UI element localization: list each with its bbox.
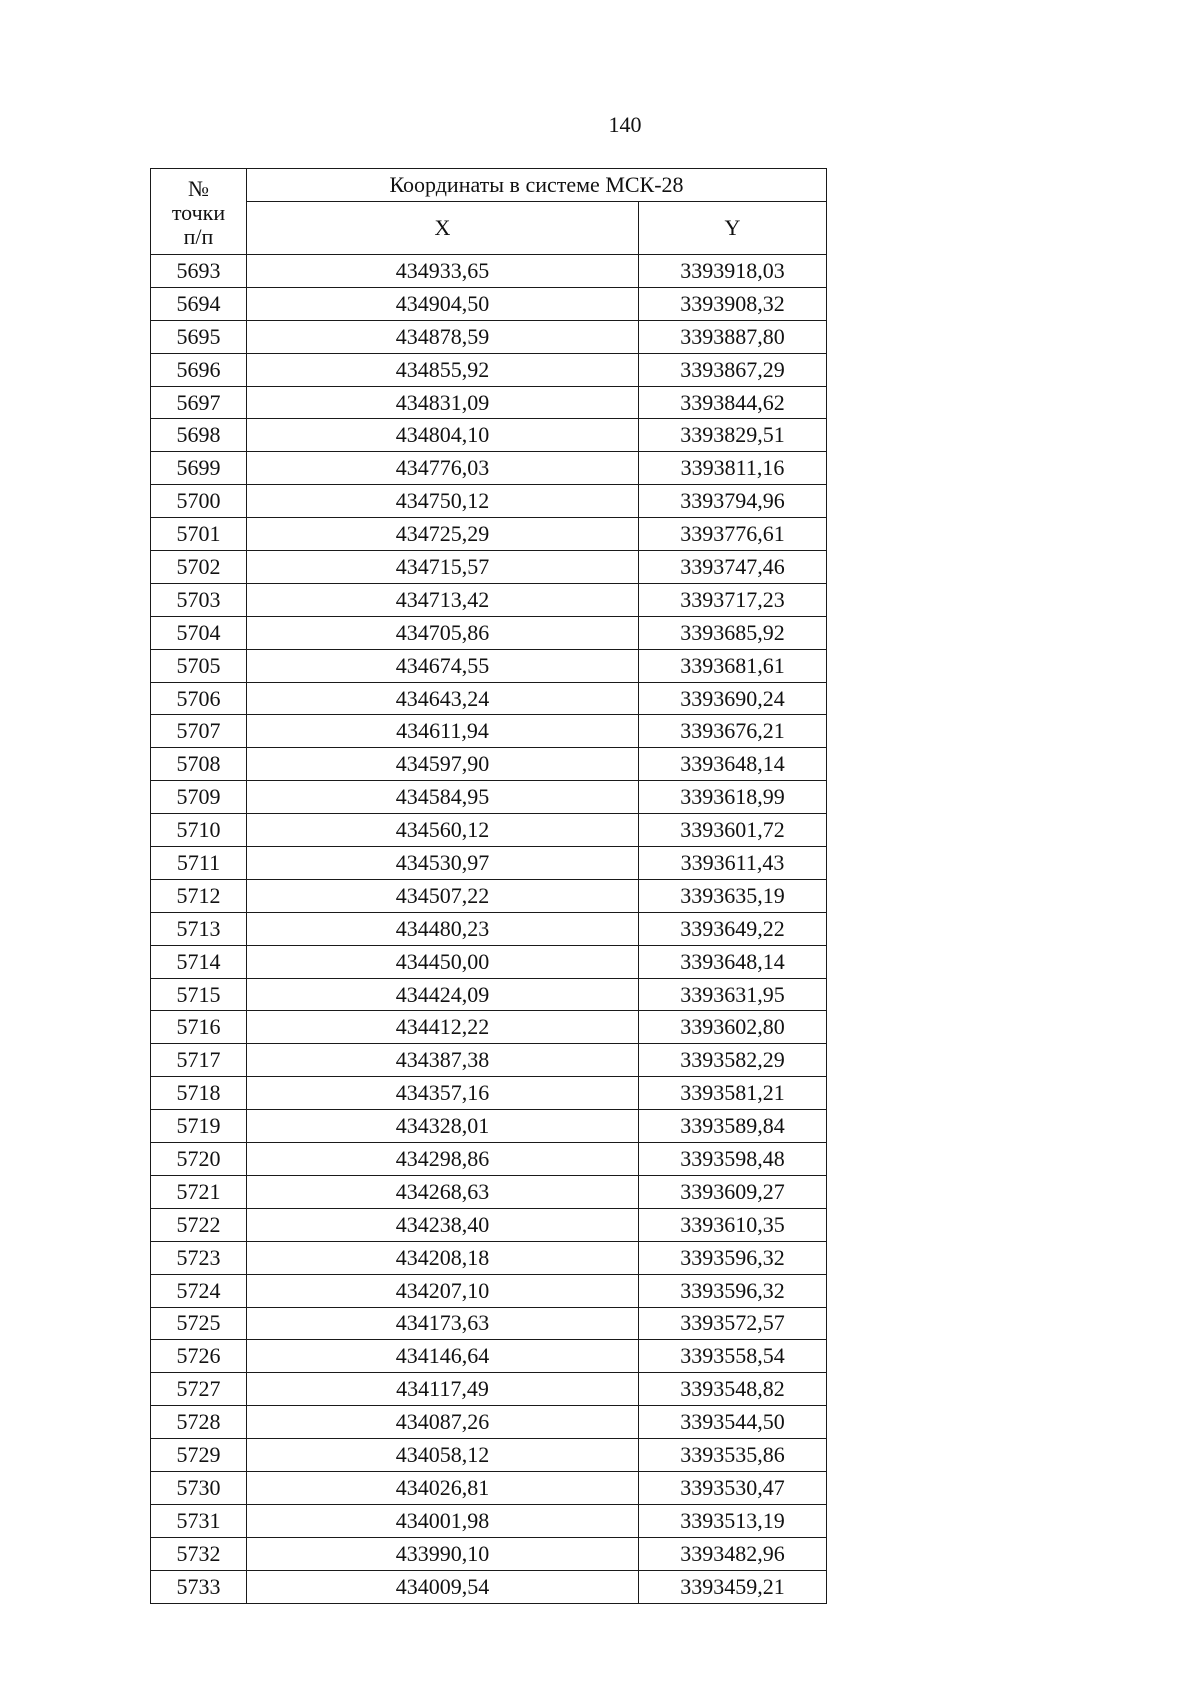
x-coordinate-cell: 434208,18 — [247, 1241, 639, 1274]
y-coordinate-cell: 3393776,61 — [639, 518, 827, 551]
table-row — [151, 1208, 827, 1241]
table-row — [151, 1340, 827, 1373]
y-column-header: Y — [639, 202, 827, 255]
point-number-cell: 5722 — [151, 1208, 247, 1241]
y-coordinate-cell: 3393581,21 — [639, 1077, 827, 1110]
point-number-cell: 5704 — [151, 616, 247, 649]
y-coordinate-cell: 3393482,96 — [639, 1537, 827, 1570]
point-number-cell: 5723 — [151, 1241, 247, 1274]
point-number-cell: 5705 — [151, 649, 247, 682]
x-coordinate-cell: 434643,24 — [247, 682, 639, 715]
point-number-cell: 5732 — [151, 1537, 247, 1570]
x-coordinate-cell: 434507,22 — [247, 879, 639, 912]
y-coordinate-cell: 3393602,80 — [639, 1011, 827, 1044]
y-coordinate-cell: 3393582,29 — [639, 1044, 827, 1077]
y-coordinate-cell: 3393648,14 — [639, 748, 827, 781]
table-row — [151, 1406, 827, 1439]
x-coordinate-cell: 434715,57 — [247, 551, 639, 584]
y-coordinate-cell: 3393908,32 — [639, 287, 827, 320]
y-coordinate-cell: 3393631,95 — [639, 978, 827, 1011]
x-coordinate-cell: 434357,16 — [247, 1077, 639, 1110]
table-row — [151, 386, 827, 419]
x-coordinate-cell: 434713,42 — [247, 583, 639, 616]
header-number-sign: № — [188, 175, 209, 201]
x-coordinate-cell: 434611,94 — [247, 715, 639, 748]
x-coordinate-cell: 434146,64 — [247, 1340, 639, 1373]
point-number-cell: 5706 — [151, 682, 247, 715]
table-row — [151, 715, 827, 748]
coordinates-table — [150, 168, 827, 1604]
table-row — [151, 1570, 827, 1603]
point-number-cell: 5727 — [151, 1373, 247, 1406]
x-coordinate-cell: 434173,63 — [247, 1307, 639, 1340]
x-coordinate-cell: 434450,00 — [247, 945, 639, 978]
table-row — [151, 518, 827, 551]
table-row — [151, 978, 827, 1011]
y-coordinate-cell: 3393558,54 — [639, 1340, 827, 1373]
y-coordinate-cell: 3393601,72 — [639, 814, 827, 847]
y-coordinate-cell: 3393844,62 — [639, 386, 827, 419]
page-number: 140 — [608, 112, 642, 137]
y-coordinate-cell: 3393611,43 — [639, 847, 827, 880]
table-row — [151, 287, 827, 320]
x-coordinate-cell: 434933,65 — [247, 255, 639, 288]
x-coordinate-cell: 434387,38 — [247, 1044, 639, 1077]
x-coordinate-cell: 434530,97 — [247, 847, 639, 880]
x-coordinate-cell: 434298,86 — [247, 1143, 639, 1176]
table-row — [151, 1011, 827, 1044]
y-coordinate-cell: 3393829,51 — [639, 419, 827, 452]
x-coordinate-cell: 434238,40 — [247, 1208, 639, 1241]
y-coordinate-cell: 3393535,86 — [639, 1439, 827, 1472]
table-row — [151, 649, 827, 682]
y-coordinate-cell: 3393794,96 — [639, 485, 827, 518]
x-coordinate-cell: 434804,10 — [247, 419, 639, 452]
point-number-cell: 5721 — [151, 1175, 247, 1208]
y-coordinate-cell: 3393544,50 — [639, 1406, 827, 1439]
point-number-cell: 5716 — [151, 1011, 247, 1044]
x-coordinate-cell: 434855,92 — [247, 353, 639, 386]
point-number-cell: 5724 — [151, 1274, 247, 1307]
point-number-cell: 5708 — [151, 748, 247, 781]
point-number-cell: 5728 — [151, 1406, 247, 1439]
x-coordinate-cell: 434026,81 — [247, 1471, 639, 1504]
y-coordinate-cell: 3393635,19 — [639, 879, 827, 912]
point-number-cell: 5693 — [151, 255, 247, 288]
y-coordinate-cell: 3393548,82 — [639, 1373, 827, 1406]
y-coordinate-cell: 3393717,23 — [639, 583, 827, 616]
y-coordinate-cell: 3393887,80 — [639, 320, 827, 353]
coordinates-body — [151, 255, 827, 1604]
x-coordinate-cell: 434560,12 — [247, 814, 639, 847]
y-coordinate-cell: 3393811,16 — [639, 452, 827, 485]
x-coordinate-cell: 434480,23 — [247, 912, 639, 945]
x-coordinate-cell: 434207,10 — [247, 1274, 639, 1307]
x-coordinate-cell: 434412,22 — [247, 1011, 639, 1044]
table-row — [151, 682, 827, 715]
table-row — [151, 320, 827, 353]
point-number-cell: 5726 — [151, 1340, 247, 1373]
table-row — [151, 1307, 827, 1340]
point-number-cell: 5730 — [151, 1471, 247, 1504]
point-number-header — [151, 169, 247, 255]
point-number-cell: 5725 — [151, 1307, 247, 1340]
x-coordinate-cell: 434878,59 — [247, 320, 639, 353]
table-row — [151, 912, 827, 945]
point-number-cell: 5710 — [151, 814, 247, 847]
x-coordinate-cell: 434001,98 — [247, 1504, 639, 1537]
point-number-cell: 5714 — [151, 945, 247, 978]
point-number-cell: 5711 — [151, 847, 247, 880]
table-row — [151, 419, 827, 452]
x-coordinate-cell: 434674,55 — [247, 649, 639, 682]
x-coordinate-cell: 434058,12 — [247, 1439, 639, 1472]
x-coordinate-cell: 434117,49 — [247, 1373, 639, 1406]
x-coordinate-cell: 433990,10 — [247, 1537, 639, 1570]
x-coordinate-cell: 434750,12 — [247, 485, 639, 518]
point-number-cell: 5715 — [151, 978, 247, 1011]
table-row — [151, 551, 827, 584]
y-coordinate-cell: 3393918,03 — [639, 255, 827, 288]
x-coordinate-cell: 434087,26 — [247, 1406, 639, 1439]
y-coordinate-cell: 3393596,32 — [639, 1241, 827, 1274]
point-number-cell: 5718 — [151, 1077, 247, 1110]
point-number-cell: 5731 — [151, 1504, 247, 1537]
y-coordinate-cell: 3393598,48 — [639, 1143, 827, 1176]
table-row — [151, 748, 827, 781]
x-coordinate-cell: 434831,09 — [247, 386, 639, 419]
table-row — [151, 879, 827, 912]
table-row — [151, 1110, 827, 1143]
point-number-cell: 5702 — [151, 551, 247, 584]
table-row — [151, 485, 827, 518]
table-row — [151, 1175, 827, 1208]
point-number-cell: 5694 — [151, 287, 247, 320]
point-number-cell: 5698 — [151, 419, 247, 452]
y-coordinate-cell: 3393648,14 — [639, 945, 827, 978]
point-number-cell: 5717 — [151, 1044, 247, 1077]
table-row — [151, 616, 827, 649]
table-row — [151, 1471, 827, 1504]
table-row — [151, 1044, 827, 1077]
point-number-cell: 5712 — [151, 879, 247, 912]
x-coordinate-cell: 434725,29 — [247, 518, 639, 551]
x-coordinate-cell: 434776,03 — [247, 452, 639, 485]
x-coordinate-cell: 434597,90 — [247, 748, 639, 781]
y-coordinate-cell: 3393609,27 — [639, 1175, 827, 1208]
table-row — [151, 847, 827, 880]
table-row — [151, 781, 827, 814]
table-row — [151, 1241, 827, 1274]
point-number-cell: 5697 — [151, 386, 247, 419]
x-coordinate-cell: 434009,54 — [247, 1570, 639, 1603]
y-coordinate-cell: 3393610,35 — [639, 1208, 827, 1241]
table-row — [151, 583, 827, 616]
y-coordinate-cell: 3393618,99 — [639, 781, 827, 814]
table-row — [151, 814, 827, 847]
point-number-cell: 5701 — [151, 518, 247, 551]
point-number-cell: 5713 — [151, 912, 247, 945]
y-coordinate-cell: 3393513,19 — [639, 1504, 827, 1537]
table-row — [151, 1537, 827, 1570]
y-coordinate-cell: 3393530,47 — [639, 1471, 827, 1504]
table-row — [151, 1439, 827, 1472]
x-coordinate-cell: 434705,86 — [247, 616, 639, 649]
y-coordinate-cell: 3393649,22 — [639, 912, 827, 945]
y-coordinate-cell: 3393589,84 — [639, 1110, 827, 1143]
table-row — [151, 353, 827, 386]
y-coordinate-cell: 3393676,21 — [639, 715, 827, 748]
coordinate-system-header: Координаты в системе МСК-28 — [247, 169, 827, 202]
table-row — [151, 255, 827, 288]
point-number-cell: 5720 — [151, 1143, 247, 1176]
table-row — [151, 1504, 827, 1537]
y-coordinate-cell: 3393685,92 — [639, 616, 827, 649]
point-number-cell: 5709 — [151, 781, 247, 814]
point-number-cell: 5719 — [151, 1110, 247, 1143]
x-coordinate-cell: 434904,50 — [247, 287, 639, 320]
y-coordinate-cell: 3393690,24 — [639, 682, 827, 715]
y-coordinate-cell: 3393596,32 — [639, 1274, 827, 1307]
y-coordinate-cell: 3393867,29 — [639, 353, 827, 386]
x-coordinate-cell: 434584,95 — [247, 781, 639, 814]
table-row — [151, 1143, 827, 1176]
header-pp-abbrev: п/п — [183, 223, 214, 249]
y-coordinate-cell: 3393459,21 — [639, 1570, 827, 1603]
x-coordinate-cell: 434424,09 — [247, 978, 639, 1011]
point-number-cell: 5700 — [151, 485, 247, 518]
point-number-cell: 5729 — [151, 1439, 247, 1472]
table-row — [151, 945, 827, 978]
y-coordinate-cell: 3393681,61 — [639, 649, 827, 682]
table-row — [151, 1274, 827, 1307]
table-row — [151, 1077, 827, 1110]
point-number-cell: 5695 — [151, 320, 247, 353]
point-number-cell: 5707 — [151, 715, 247, 748]
x-coordinate-cell: 434268,63 — [247, 1175, 639, 1208]
table-row — [151, 1373, 827, 1406]
x-coordinate-cell: 434328,01 — [247, 1110, 639, 1143]
table-row — [151, 452, 827, 485]
point-number-cell: 5696 — [151, 353, 247, 386]
point-number-cell: 5703 — [151, 583, 247, 616]
point-number-cell: 5699 — [151, 452, 247, 485]
y-coordinate-cell: 3393747,46 — [639, 551, 827, 584]
point-number-cell: 5733 — [151, 1570, 247, 1603]
y-coordinate-cell: 3393572,57 — [639, 1307, 827, 1340]
header-point-word: точки — [171, 199, 226, 225]
x-column-header: X — [247, 202, 639, 255]
